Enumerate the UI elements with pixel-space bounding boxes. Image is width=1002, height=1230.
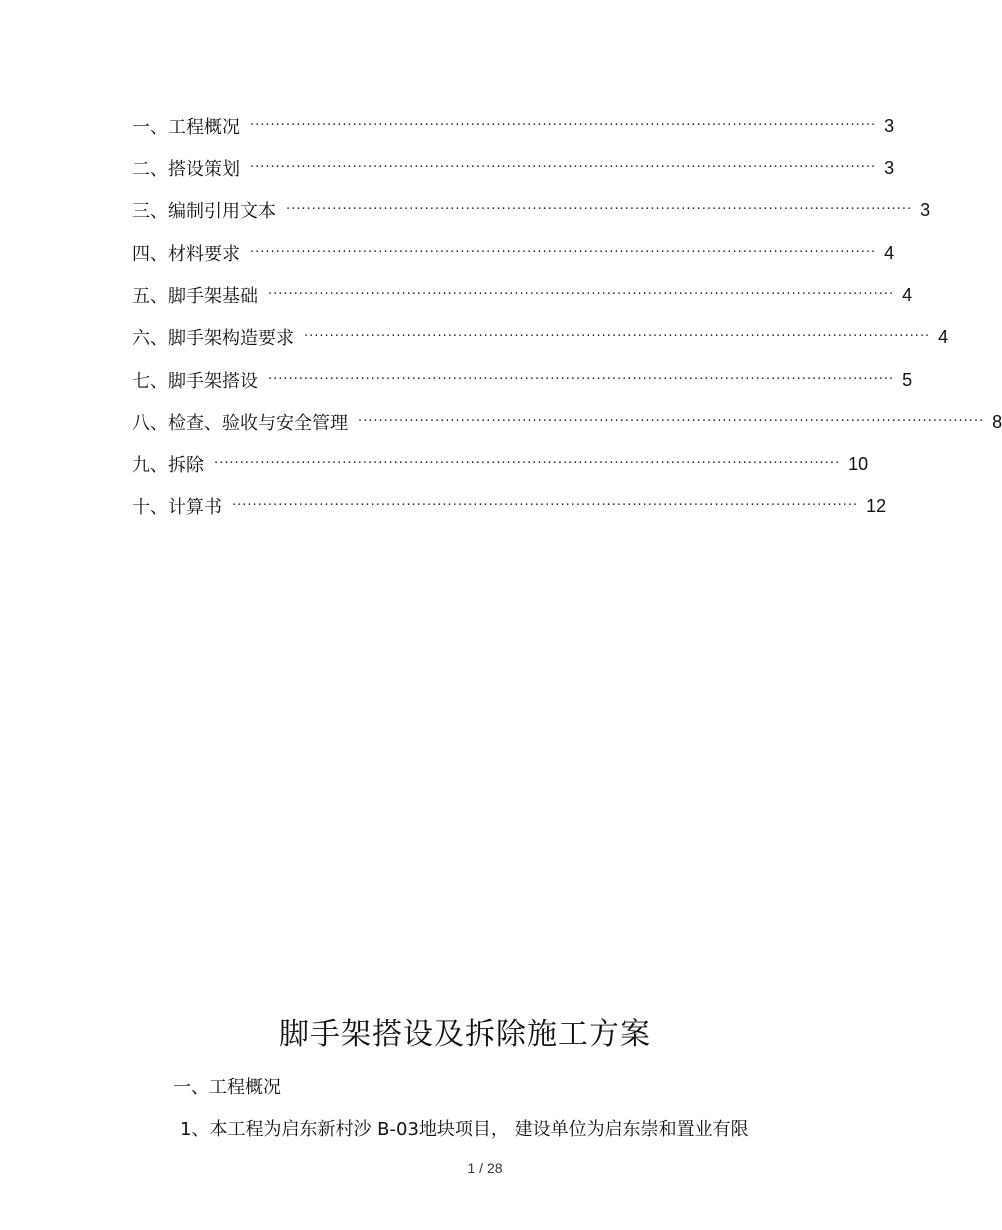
toc-entry-page: 3 [884,157,895,178]
toc-entry-label: 六、脚手架构造要求 [132,328,294,349]
toc-entry-page: 5 [902,369,913,390]
toc-entry[interactable] [132,365,913,395]
toc-entry-label: 四、材料要求 [132,244,240,265]
toc-entry-label: 五、脚手架基础 [132,286,258,307]
toc-entry[interactable] [132,407,1002,437]
toc-entry[interactable] [132,280,913,310]
toc-entry[interactable] [132,195,931,225]
document-title: 脚手架搭设及拆除施工方案 [279,1017,651,1052]
toc-entry-page: 3 [884,115,895,136]
toc-leader-dots: ·························································································································· [250,118,877,133]
toc-leader-dots: ·························································································································· [286,202,913,217]
toc-leader-dots: ·························································································································· [268,287,895,302]
toc-leader-dots: ·························································································································· [214,456,841,471]
section-heading: 一、工程概况 [173,1077,281,1098]
toc-entry[interactable] [132,491,887,521]
toc-entry[interactable] [132,111,895,141]
toc-entry-label: 九、拆除 [132,455,204,476]
toc-entry-label: 八、检查、验收与安全管理 [132,413,348,434]
toc-entry[interactable] [132,449,869,479]
toc-entry-label: 二、搭设策划 [132,159,240,180]
toc-leader-dots: ·························································································································· [250,245,877,260]
toc-entry[interactable] [132,322,949,352]
page-indicator: 1 / 28 [467,1160,503,1176]
toc-leader-dots: ·························································································································· [250,160,877,175]
toc-leader-dots: ·························································································································· [268,372,895,387]
toc-entry-page: 4 [938,326,949,347]
toc-entry-label: 十、计算书 [132,497,222,518]
toc-entry-label: 七、脚手架搭设 [132,371,258,392]
toc-entry[interactable] [132,238,895,268]
toc-entry-page: 3 [920,199,931,220]
toc-leader-dots: ·························································································································· [358,414,985,429]
toc-leader-dots: ·························································································································· [232,498,859,513]
toc-entry-page: 4 [902,284,913,305]
body-paragraph: 1、本工程为启东新村沙 B-03地块项目， 建设单位为启东崇和置业有限 [180,1119,749,1140]
toc-entry[interactable] [132,153,895,183]
toc-entry-label: 三、编制引用文本 [132,201,276,222]
toc-entry-page: 8 [992,411,1002,432]
toc-leader-dots: ·························································································································· [304,329,931,344]
toc-entry-page: 4 [884,242,895,263]
toc-entry-label: 一、工程概况 [132,117,240,138]
toc-entry-page: 12 [866,495,887,516]
toc-entry-page: 10 [848,453,869,474]
